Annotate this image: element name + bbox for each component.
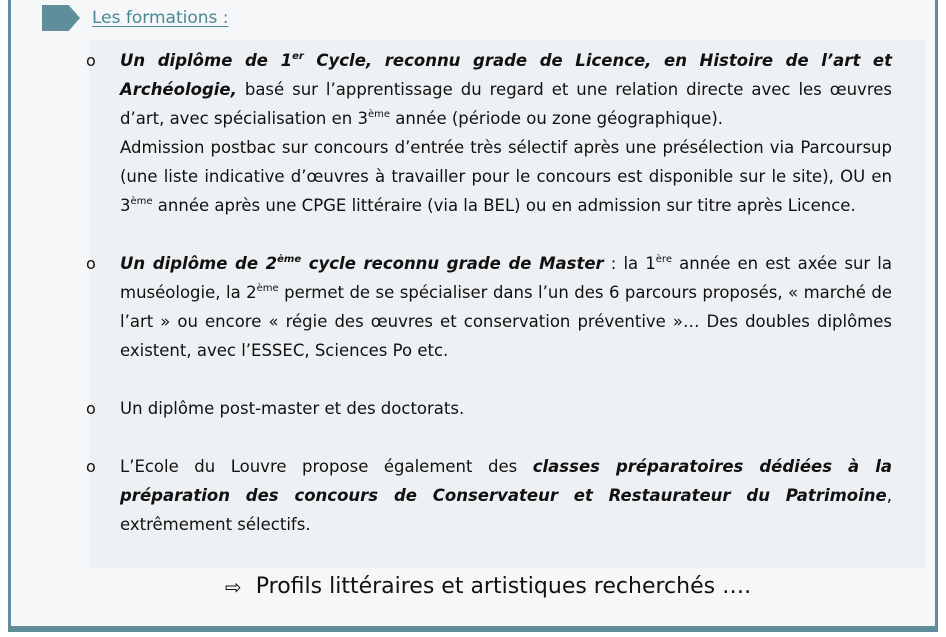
formations-list	[86, 46, 892, 539]
list-item-prepa: o L’Ecole du Louvre propose également des classes préparatoires dédiées à la préparation des concours de Conservateur et Restaurateur du Patrimoine, extrêmement sélectifs.	[86, 452, 892, 539]
arrow-tab-icon	[42, 5, 80, 31]
section-header	[42, 5, 229, 31]
right-arrow-icon: ⇨	[225, 574, 242, 599]
bullet-icon: o	[86, 399, 96, 418]
list-item-doctorat	[86, 394, 892, 423]
licence-admission: Admission postbac sur concours d’entrée très sélectif après une présélection via Parcoursup (une liste indicative d’œuvres à travailler pour le concours est disponible sur le site), OU en 3	[120, 138, 892, 215]
bullet-icon: o	[86, 254, 96, 273]
footer-text: Profils littéraires et artistiques recherchés ….	[255, 574, 752, 599]
licence-desc: basé sur l’apprentissage du regard et une relation directe avec les œuvres d’art, avec spécialisation en 3	[120, 80, 892, 128]
bullet-icon: o	[86, 51, 96, 70]
section-title: Les formations :	[92, 8, 229, 28]
list-item-master: o Un diplôme de 2ème cycle reconnu grade de Master : la 1ère année en est axée sur la muséologie, la 2ème permet de se spécialiser dans l’un des 6 parcours proposés, « marché de l’art » ou encore « régie des œuvres et conservation préventive »… Des doubles diplômes existent, avec l’ESSEC, Sciences Po etc.	[86, 249, 892, 365]
master-desc: permet de se spécialiser dans l’un des 6 parcours proposés, « marché de l’art » ou encore « régie des œuvres et conservation préventive »… Des doubles diplômes existent, avec l’ESSEC, Sciences Po etc.	[120, 283, 892, 360]
prepa-title: classes préparatoires dédiées à la préparation des concours de Conservateur et Restaurateur du Patrimoine	[120, 457, 892, 505]
doctorat-text: Un diplôme post-master et des doctorats.	[120, 399, 465, 418]
licence-title: Un diplôme de 1er Cycle, reconnu grade de Licence, en Histoire de l’art et Archéologie,	[120, 51, 893, 99]
master-title: Un diplôme de 2ème cycle reconnu grade de Master	[120, 254, 604, 273]
bullet-icon: o	[86, 457, 96, 476]
list-item-licence: o Un diplôme de 1er Cycle, reconnu grade de Licence, en Histoire de l’art et Archéologie, basé sur l’apprentissage du regard et une relation directe avec les œuvres d’art, avec spécialisation en 3ème année (période ou zone géographique). Admission postbac sur concours d’entrée très sélectif après une présélection via Parcoursup (une liste indicative d’œuvres à travailler pour le concours est disponible sur le site), OU en 3ème année après une CPGE littéraire (via la BEL) ou en admission sur titre après Licence.	[86, 46, 892, 220]
footer-note	[225, 574, 751, 599]
